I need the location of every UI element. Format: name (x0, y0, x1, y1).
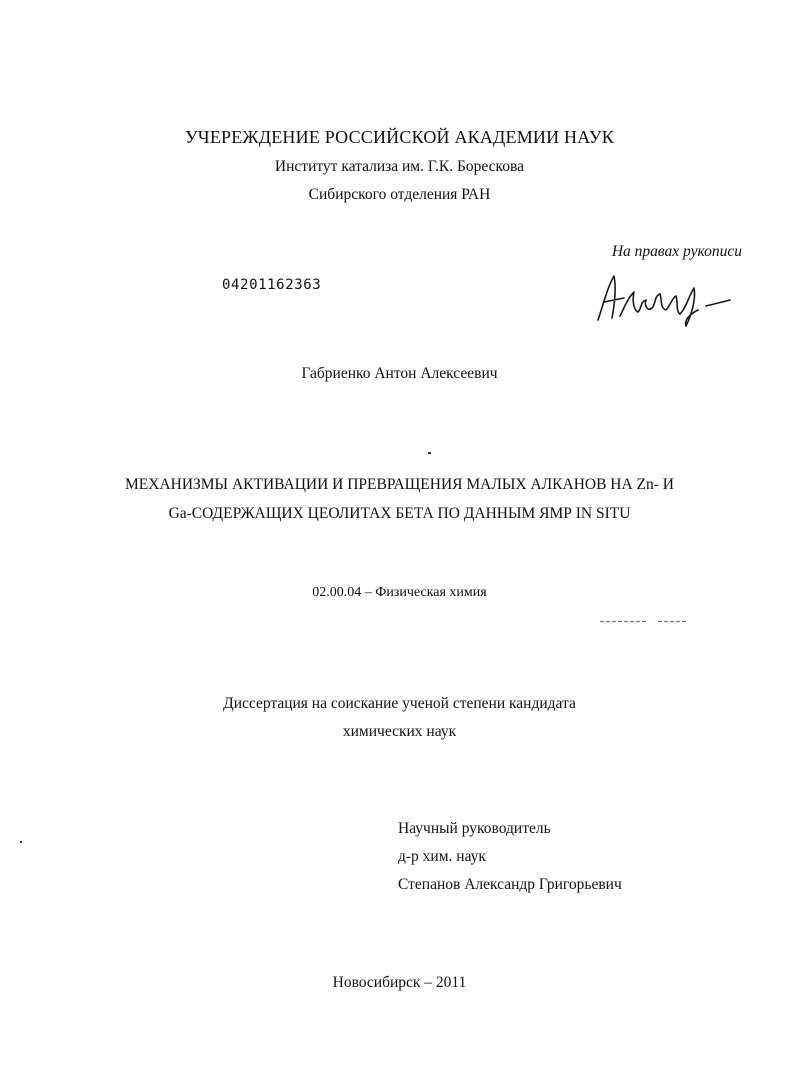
specialty-code: 02.00.04 – Физическая химия (312, 585, 487, 600)
branch-name: Сибирского отделения РАН (308, 186, 491, 203)
city-and-year: Новосибирск – 2011 (332, 974, 467, 991)
supervisor-name: Степанов Александр Григорьевич (398, 876, 622, 893)
supervisor-degree: д-р хим. наук (398, 848, 486, 865)
supervisor-role: Научный руководитель (398, 820, 551, 837)
scan-speck (428, 452, 431, 454)
scan-speck (20, 841, 22, 843)
thesis-title-line-1: МЕХАНИЗМЫ АКТИВАЦИИ И ПРЕВРАЩЕНИЯ МАЛЫХ АЛКАНОВ НА Zn- И (124, 476, 675, 493)
organization-name: УЧЕРЕЖДЕНИЕ РОССИЙСКОЙ АКАДЕМИИ НАУК (184, 127, 614, 147)
dissertation-purpose-line-2: химических наук (342, 723, 457, 740)
author-name: Габриенко Антон Алексеевич (301, 365, 498, 382)
scan-dash-marks (600, 620, 690, 623)
signature-icon (590, 268, 740, 330)
manuscript-rights-note: На правах рукописи (611, 243, 742, 260)
registration-code: 04201162363 (222, 277, 322, 293)
thesis-title-line-2: Ga-СОДЕРЖАЩИХ ЦЕОЛИТАХ БЕТА ПО ДАННЫМ ЯМР IN SITU (168, 505, 631, 522)
institute-name: Институт катализа им. Г.К. Борескова (274, 158, 525, 175)
dissertation-purpose-line-1: Диссертация на соискание ученой степени кандидата (223, 695, 576, 712)
